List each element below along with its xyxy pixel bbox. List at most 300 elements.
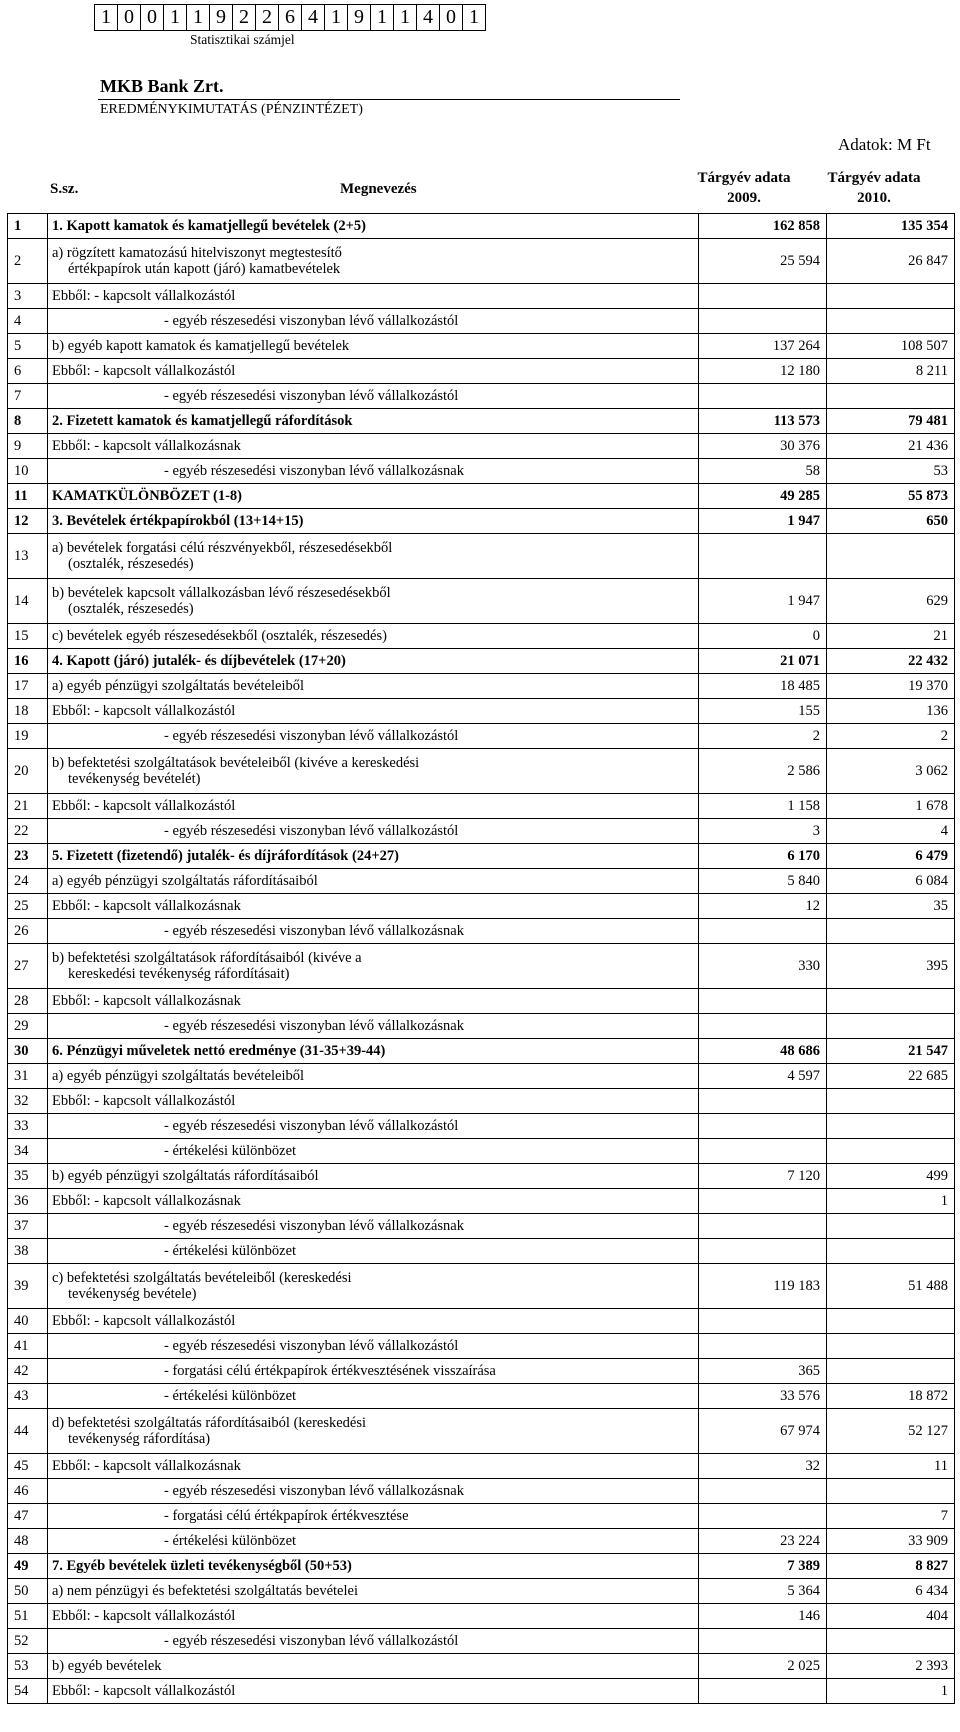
- stat-digit: 1: [469, 6, 479, 28]
- row-number: 1: [8, 214, 48, 239]
- value-2010: [827, 1114, 955, 1139]
- row-number: 8: [8, 409, 48, 434]
- table-row: [8, 1114, 955, 1139]
- table-row: [8, 749, 955, 794]
- value-2010: [827, 989, 955, 1014]
- value-2009: 67 974: [699, 1409, 827, 1454]
- table-row: [8, 1239, 955, 1264]
- table-row: [8, 1334, 955, 1359]
- header-ssz: S.sz.: [50, 181, 79, 197]
- row-number: 24: [8, 869, 48, 894]
- value-2010: 26 847: [827, 239, 955, 284]
- row-label: [48, 1654, 699, 1679]
- row-label-line1: a) egyéb pénzügyi szolgáltatás bevételeiből: [52, 1068, 305, 1084]
- row-label: [48, 1604, 699, 1629]
- table-row: [8, 649, 955, 674]
- income-statement-table: [7, 213, 955, 1704]
- row-label: [48, 1014, 699, 1039]
- row-label-line1: b) egyéb kapott kamatok és kamatjellegű bevételek: [52, 338, 350, 354]
- value-2009: [699, 1334, 827, 1359]
- row-number: 28: [8, 989, 48, 1014]
- row-label: [48, 794, 699, 819]
- value-2010: 33 909: [827, 1529, 955, 1554]
- row-number: 47: [8, 1504, 48, 1529]
- table-row: [8, 989, 955, 1014]
- value-2009: [699, 384, 827, 409]
- value-2010: [827, 919, 955, 944]
- row-label-line1: d) befektetési szolgáltatás ráfordításaiból (kereskedési: [52, 1415, 367, 1431]
- value-2010: 1: [827, 1679, 955, 1704]
- row-number: 10: [8, 459, 48, 484]
- stat-digit: 1: [394, 5, 417, 30]
- row-number: 6: [8, 359, 48, 384]
- row-label: [48, 1384, 699, 1409]
- table-row: [8, 894, 955, 919]
- row-number: 36: [8, 1189, 48, 1214]
- table-row: [8, 919, 955, 944]
- value-2010: 1: [827, 1189, 955, 1214]
- table-row: [8, 579, 955, 624]
- value-2009: [699, 1114, 827, 1139]
- value-2010: [827, 534, 955, 579]
- value-2010: 22 432: [827, 649, 955, 674]
- row-label: [48, 1139, 699, 1164]
- row-label: [48, 674, 699, 699]
- row-label-line1: Ebből: - kapcsolt vállalkozástól: [52, 703, 236, 719]
- value-2010: [827, 309, 955, 334]
- row-label: [48, 1114, 699, 1139]
- row-number: 12: [8, 509, 48, 534]
- table-row: [8, 1604, 955, 1629]
- report-title: EREDMÉNYKIMUTATÁS (PÉNZINTÉZET): [100, 102, 363, 117]
- row-label: [48, 534, 699, 579]
- row-label: [48, 989, 699, 1014]
- value-2009: [699, 1679, 827, 1704]
- value-2009: 137 264: [699, 334, 827, 359]
- row-number: 21: [8, 794, 48, 819]
- row-number: 4: [8, 309, 48, 334]
- row-label: [48, 1189, 699, 1214]
- value-2009: [699, 309, 827, 334]
- row-label: [48, 724, 699, 749]
- header-col-2009: [684, 168, 804, 208]
- row-number: 52: [8, 1629, 48, 1654]
- row-label-line1: - egyéb részesedési viszonyban lévő vállalkozástól: [164, 1633, 459, 1649]
- value-2010: 21: [827, 624, 955, 649]
- value-2009: 33 576: [699, 1384, 827, 1409]
- stat-digit: 1: [371, 5, 394, 30]
- row-number: 7: [8, 384, 48, 409]
- row-label-line1: b) egyéb bevételek: [52, 1658, 162, 1674]
- table-row: [8, 434, 955, 459]
- row-label-line2: tevékenység bevétele): [68, 1286, 197, 1302]
- value-2010: [827, 1089, 955, 1114]
- value-2009: [699, 1189, 827, 1214]
- value-2010: 21 547: [827, 1039, 955, 1064]
- value-2010: [827, 1309, 955, 1334]
- row-label-line1: a) nem pénzügyi és befektetési szolgáltatás bevételei: [52, 1583, 358, 1599]
- value-2010: 53: [827, 459, 955, 484]
- table-row: [8, 309, 955, 334]
- value-2010: 11: [827, 1454, 955, 1479]
- row-label: [48, 869, 699, 894]
- row-label: [48, 1504, 699, 1529]
- row-label: [48, 214, 699, 239]
- value-2010: 2 393: [827, 1654, 955, 1679]
- row-number: 2: [8, 239, 48, 284]
- row-label-line1: - értékelési különbözet: [164, 1388, 297, 1404]
- row-label: [48, 919, 699, 944]
- table-row: [8, 409, 955, 434]
- row-number: 29: [8, 1014, 48, 1039]
- row-label: [48, 844, 699, 869]
- table-row: [8, 1504, 955, 1529]
- value-2009: 7 389: [699, 1554, 827, 1579]
- value-2009: [699, 1239, 827, 1264]
- stat-digit: 9: [348, 5, 371, 30]
- table-row: [8, 1309, 955, 1334]
- row-label: [48, 359, 699, 384]
- row-label: [48, 894, 699, 919]
- row-label-line1: - egyéb részesedési viszonyban lévő vállalkozásnak: [164, 923, 464, 939]
- value-2010: 1 678: [827, 794, 955, 819]
- stat-digit: 0: [141, 5, 164, 30]
- table-row: [8, 1264, 955, 1309]
- table-row: [8, 1479, 955, 1504]
- row-number: 26: [8, 919, 48, 944]
- company-name: MKB Bank Zrt.: [100, 76, 224, 96]
- value-2009: 3: [699, 819, 827, 844]
- value-2009: [699, 1139, 827, 1164]
- row-number: 18: [8, 699, 48, 724]
- row-label-line1: - egyéb részesedési viszonyban lévő vállalkozásnak: [164, 1218, 464, 1234]
- value-2009: 4 597: [699, 1064, 827, 1089]
- row-label: [48, 1679, 699, 1704]
- value-2009: 113 573: [699, 409, 827, 434]
- row-number: 3: [8, 284, 48, 309]
- row-number: 50: [8, 1579, 48, 1604]
- table-row: [8, 484, 955, 509]
- stat-number-boxes: [94, 4, 486, 31]
- row-label-line1: 4. Kapott (járó) jutalék- és díjbevételek (17+20): [52, 653, 346, 669]
- value-2009: 18 485: [699, 674, 827, 699]
- value-2010: [827, 1239, 955, 1264]
- table-row: [8, 1679, 955, 1704]
- row-label-line2: tevékenység bevételét): [68, 771, 201, 787]
- value-2010: 2: [827, 724, 955, 749]
- row-label-line1: - egyéb részesedési viszonyban lévő vállalkozástól: [164, 1118, 459, 1134]
- row-number: 46: [8, 1479, 48, 1504]
- value-2009: 5 840: [699, 869, 827, 894]
- value-2010: [827, 284, 955, 309]
- stat-digit: 4: [302, 5, 325, 30]
- table-row: [8, 1409, 955, 1454]
- row-label: [48, 1479, 699, 1504]
- row-number: 16: [8, 649, 48, 674]
- value-2010: 35: [827, 894, 955, 919]
- row-label-line1: - egyéb részesedési viszonyban lévő vállalkozásnak: [164, 463, 464, 479]
- row-label-line2: tevékenység ráfordítása): [68, 1431, 211, 1447]
- value-2010: 499: [827, 1164, 955, 1189]
- value-2009: 23 224: [699, 1529, 827, 1554]
- row-number: 30: [8, 1039, 48, 1064]
- row-label: [48, 309, 699, 334]
- row-label-line1: a) egyéb pénzügyi szolgáltatás ráfordításaiból: [52, 873, 318, 889]
- row-label-line1: - egyéb részesedési viszonyban lévő vállalkozástól: [164, 823, 459, 839]
- table-row: [8, 844, 955, 869]
- header-col-2009-line1: Tárgyév adata: [697, 170, 791, 186]
- row-label-line1: 6. Pénzügyi műveletek nettó eredménye (31-35+39-44): [52, 1043, 386, 1059]
- value-2010: [827, 1479, 955, 1504]
- value-2009: 119 183: [699, 1264, 827, 1309]
- value-2010: [827, 1139, 955, 1164]
- row-label: [48, 384, 699, 409]
- table-row: [8, 1629, 955, 1654]
- row-label: [48, 1409, 699, 1454]
- table-row: [8, 334, 955, 359]
- stat-digit: 1: [164, 5, 187, 30]
- row-label-line1: Ebből: - kapcsolt vállalkozásnak: [52, 898, 241, 914]
- value-2010: 6 479: [827, 844, 955, 869]
- row-number: 38: [8, 1239, 48, 1264]
- row-label: [48, 1579, 699, 1604]
- value-2010: 135 354: [827, 214, 955, 239]
- row-label-line1: KAMATKÜLÖNBÖZET (1-8): [52, 488, 242, 504]
- row-label: [48, 484, 699, 509]
- value-2009: 12: [699, 894, 827, 919]
- units-label: Adatok: M Ft: [838, 135, 931, 154]
- row-label: [48, 749, 699, 794]
- row-label: [48, 1239, 699, 1264]
- value-2009: 5 364: [699, 1579, 827, 1604]
- row-label-line1: - egyéb részesedési viszonyban lévő vállalkozásnak: [164, 1018, 464, 1034]
- table-row: [8, 1359, 955, 1384]
- value-2010: 79 481: [827, 409, 955, 434]
- value-2009: [699, 1629, 827, 1654]
- table-row: [8, 1654, 955, 1679]
- row-number: 34: [8, 1139, 48, 1164]
- row-number: 31: [8, 1064, 48, 1089]
- row-label-line1: 3. Bevételek értékpapírokból (13+14+15): [52, 513, 304, 529]
- row-label: [48, 334, 699, 359]
- row-label-line1: - egyéb részesedési viszonyban lévő vállalkozástól: [164, 388, 459, 404]
- value-2010: 108 507: [827, 334, 955, 359]
- row-label-line1: b) egyéb pénzügyi szolgáltatás ráfordításaiból: [52, 1168, 319, 1184]
- row-number: 42: [8, 1359, 48, 1384]
- header-col-2010: [810, 168, 938, 208]
- row-label-line1: c) befektetési szolgáltatás bevételeiből (kereskedési: [52, 1270, 352, 1286]
- row-number: 44: [8, 1409, 48, 1454]
- row-label-line1: b) bevételek kapcsolt vállalkozásban lévő részesedésekből: [52, 585, 391, 601]
- row-number: 27: [8, 944, 48, 989]
- value-2009: 146: [699, 1604, 827, 1629]
- table-row: [8, 1189, 955, 1214]
- row-number: 43: [8, 1384, 48, 1409]
- row-label-line1: 2. Fizetett kamatok és kamatjellegű ráfordítások: [52, 413, 353, 429]
- row-label-line1: b) befektetési szolgáltatások ráfordításaiból (kivéve a: [52, 950, 362, 966]
- value-2009: 2 586: [699, 749, 827, 794]
- row-label: [48, 409, 699, 434]
- value-2010: [827, 1629, 955, 1654]
- stat-digit: 6: [279, 5, 302, 30]
- row-number: 22: [8, 819, 48, 844]
- table-row: [8, 1214, 955, 1239]
- row-label-line1: b) befektetési szolgáltatások bevételeiből (kivéve a kereskedési: [52, 755, 420, 771]
- table-row: [8, 724, 955, 749]
- row-label-line1: 7. Egyéb bevételek üzleti tevékenységből (50+53): [52, 1558, 352, 1574]
- row-label: [48, 579, 699, 624]
- stat-digit: 0: [118, 5, 141, 30]
- table-row: [8, 869, 955, 894]
- value-2009: 162 858: [699, 214, 827, 239]
- row-label-line1: - értékelési különbözet: [164, 1533, 297, 1549]
- value-2009: 1 158: [699, 794, 827, 819]
- header-col-2010-line1: Tárgyév adata: [827, 170, 921, 186]
- table-row: [8, 1529, 955, 1554]
- row-label: [48, 1554, 699, 1579]
- value-2010: 650: [827, 509, 955, 534]
- row-label: [48, 1309, 699, 1334]
- row-label-line1: Ebből: - kapcsolt vállalkozástól: [52, 1093, 236, 1109]
- row-label: [48, 1064, 699, 1089]
- value-2009: 0: [699, 624, 827, 649]
- table-row: [8, 1014, 955, 1039]
- value-2009: 2: [699, 724, 827, 749]
- value-2010: [827, 1334, 955, 1359]
- row-label: [48, 1359, 699, 1384]
- row-label: [48, 944, 699, 989]
- value-2009: 2 025: [699, 1654, 827, 1679]
- row-number: 17: [8, 674, 48, 699]
- row-label-line2: értékpapírok után kapott (járó) kamatbevételek: [68, 261, 341, 277]
- table-row: [8, 699, 955, 724]
- value-2009: [699, 1214, 827, 1239]
- value-2010: [827, 1014, 955, 1039]
- row-label-line1: c) bevételek egyéb részesedésekből (osztalék, részesedés): [52, 628, 387, 644]
- row-label: [48, 624, 699, 649]
- row-label-line1: - forgatási célú értékpapírok értékvesztése: [164, 1508, 409, 1524]
- value-2010: 7: [827, 1504, 955, 1529]
- stat-digit: 2: [256, 5, 279, 30]
- row-number: 13: [8, 534, 48, 579]
- value-2010: 19 370: [827, 674, 955, 699]
- row-label-line1: - értékelési különbözet: [164, 1143, 297, 1159]
- row-label-line1: - egyéb részesedési viszonyban lévő vállalkozástól: [164, 1338, 459, 1354]
- row-label-line1: Ebből: - kapcsolt vállalkozástól: [52, 798, 236, 814]
- value-2009: 25 594: [699, 239, 827, 284]
- stat-digit: 1: [325, 5, 348, 30]
- title-divider: [98, 99, 680, 100]
- row-number: 32: [8, 1089, 48, 1114]
- table-row: [8, 1554, 955, 1579]
- table-row: [8, 794, 955, 819]
- table-row: [8, 284, 955, 309]
- table-row: [8, 1384, 955, 1409]
- header-col-2009-line2: 2009.: [727, 190, 761, 206]
- table-row: [8, 1579, 955, 1604]
- row-label-line1: - egyéb részesedési viszonyban lévő vállalkozástól: [164, 728, 459, 744]
- row-label: [48, 509, 699, 534]
- table-row: [8, 624, 955, 649]
- row-number: 25: [8, 894, 48, 919]
- row-label: [48, 1264, 699, 1309]
- value-2009: 155: [699, 699, 827, 724]
- value-2009: 32: [699, 1454, 827, 1479]
- row-number: 9: [8, 434, 48, 459]
- row-number: 39: [8, 1264, 48, 1309]
- row-label-line1: Ebből: - kapcsolt vállalkozásnak: [52, 993, 241, 1009]
- header-col-2010-line2: 2010.: [857, 190, 891, 206]
- row-label: [48, 1214, 699, 1239]
- value-2009: 58: [699, 459, 827, 484]
- value-2010: 136: [827, 699, 955, 724]
- value-2009: [699, 1479, 827, 1504]
- value-2010: 404: [827, 1604, 955, 1629]
- stat-digit: 0: [440, 5, 463, 30]
- table-row: [8, 214, 955, 239]
- value-2009: [699, 1504, 827, 1529]
- row-label-line1: Ebből: - kapcsolt vállalkozástól: [52, 1608, 236, 1624]
- value-2009: 1 947: [699, 509, 827, 534]
- table-row: [8, 674, 955, 699]
- row-number: 14: [8, 579, 48, 624]
- header-name: Megnevezés: [340, 181, 417, 197]
- stat-digit: 9: [210, 5, 233, 30]
- row-number: 45: [8, 1454, 48, 1479]
- row-label-line1: 1. Kapott kamatok és kamatjellegű bevételek (2+5): [52, 218, 366, 234]
- value-2009: [699, 919, 827, 944]
- value-2010: 4: [827, 819, 955, 844]
- value-2010: 22 685: [827, 1064, 955, 1089]
- row-label-line1: - értékelési különbözet: [164, 1243, 297, 1259]
- row-label-line1: Ebből: - kapcsolt vállalkozásnak: [52, 1193, 241, 1209]
- value-2009: [699, 284, 827, 309]
- value-2009: 7 120: [699, 1164, 827, 1189]
- table-row: [8, 1139, 955, 1164]
- row-label: [48, 1529, 699, 1554]
- stat-digit: 1: [95, 5, 118, 30]
- row-label-line1: a) egyéb pénzügyi szolgáltatás bevételeiből: [52, 678, 305, 694]
- value-2010: 6 084: [827, 869, 955, 894]
- row-number: 51: [8, 1604, 48, 1629]
- value-2009: 21 071: [699, 649, 827, 674]
- value-2009: 30 376: [699, 434, 827, 459]
- row-label: [48, 1454, 699, 1479]
- row-label: [48, 819, 699, 844]
- value-2010: 8 211: [827, 359, 955, 384]
- value-2010: 3 062: [827, 749, 955, 794]
- row-label-line2: (osztalék, részesedés): [68, 556, 194, 572]
- stat-digit: 1: [187, 5, 210, 30]
- value-2010: 21 436: [827, 434, 955, 459]
- value-2010: 52 127: [827, 1409, 955, 1454]
- value-2009: 365: [699, 1359, 827, 1384]
- row-number: 41: [8, 1334, 48, 1359]
- row-label-line1: Ebből: - kapcsolt vállalkozástól: [52, 288, 236, 304]
- row-label: [48, 1164, 699, 1189]
- row-number: 11: [8, 484, 48, 509]
- row-label: [48, 434, 699, 459]
- value-2010: 18 872: [827, 1384, 955, 1409]
- row-label-line1: - forgatási célú értékpapírok értékvesztésének visszaírása: [164, 1363, 496, 1379]
- row-number: 15: [8, 624, 48, 649]
- table-row: [8, 1064, 955, 1089]
- value-2010: 6 434: [827, 1579, 955, 1604]
- value-2010: 395: [827, 944, 955, 989]
- row-number: 19: [8, 724, 48, 749]
- row-label-line1: Ebből: - kapcsolt vállalkozástól: [52, 363, 236, 379]
- row-label: [48, 649, 699, 674]
